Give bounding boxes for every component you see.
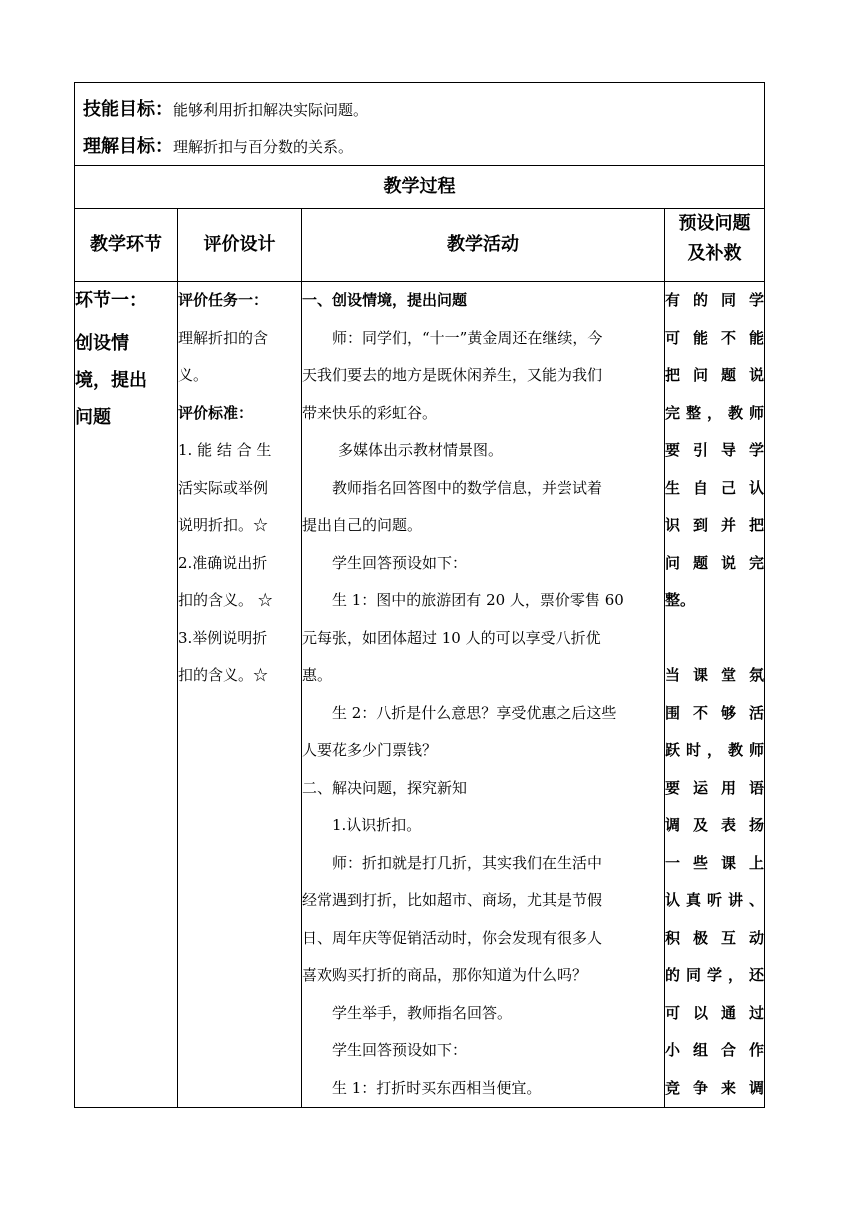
activity-line: 带来快乐的彩虹谷。	[302, 403, 438, 422]
remedy-spacer	[665, 620, 764, 658]
header-row	[75, 209, 765, 282]
section-title: 教学过程	[75, 166, 765, 209]
remedy-line: 小组合作	[665, 1041, 765, 1059]
skill-goal-label: 技能目标：	[83, 99, 173, 120]
eval-task-line1: 理解折扣的含	[178, 328, 269, 347]
activity-line: 学生回答预设如下：	[332, 1041, 468, 1059]
activity-line: 学生举手，教师指名回答。	[332, 1003, 513, 1022]
eval-criterion-1-line2: 活实际或举例	[178, 478, 269, 497]
header-remedy-line1: 预设问题	[678, 213, 751, 234]
stage-label: 环节一：	[75, 290, 147, 311]
activity-line: 教师指名回答图中的数学信息，并尝试着	[332, 478, 603, 497]
eval-cell	[178, 282, 302, 1108]
skill-goal-text: 能够利用折扣解决实际问题。	[173, 101, 369, 119]
remedy-line: 的同学，还	[665, 966, 765, 984]
remedy-line: 竞争来调	[665, 1078, 765, 1097]
activity-line: 喜欢购买打折的商品，那你知道为什么吗？	[302, 966, 588, 984]
understanding-goal	[83, 128, 756, 165]
activity-line: 人要花多少门票钱？	[302, 741, 438, 759]
stage-one-row	[75, 282, 765, 1108]
eval-criterion-3-line2: 扣的含义。☆	[178, 666, 269, 684]
remedy-line: 调及表扬	[665, 816, 765, 834]
activity-line: 师：同学们，“十一”黄金周还在继续，今	[332, 328, 603, 347]
eval-criteria-title: 评价标准：	[178, 403, 254, 422]
header-activity: 教学活动	[302, 209, 665, 282]
activity-subheading: 1.认识折扣。	[332, 816, 422, 834]
eval-task-title: 评价任务一：	[178, 291, 269, 309]
remedy-line: 当课堂氛	[665, 666, 765, 684]
skill-goal	[83, 91, 756, 128]
remedy-line: 积极互动	[665, 928, 765, 947]
remedy-line: 生自己认	[665, 478, 765, 497]
activity-cell	[302, 282, 665, 1108]
eval-criterion-3-line1: 3.举例说明折	[178, 628, 268, 647]
eval-task-line2: 义。	[178, 366, 209, 384]
activity-heading-2: 二、解决问题，探究新知	[302, 778, 468, 797]
eval-criterion-2-line2: 扣的含义。 ☆	[178, 591, 273, 609]
eval-criterion-1-line1: 1. 能 结 合 生	[178, 441, 272, 459]
remedy-line: 一些课上	[665, 853, 765, 872]
understanding-goal-label: 理解目标：	[83, 136, 173, 157]
header-remedy-line2: 及补救	[687, 243, 742, 264]
activity-line: 元每张，如团体超过 10 人的可以享受八折优	[302, 628, 601, 647]
activity-line: 生 1：图中的旅游团有 20 人，票价零售 60	[332, 591, 624, 609]
goals-row	[75, 83, 765, 166]
eval-criterion-2-line1: 2.准确说出折	[178, 553, 268, 572]
eval-criterion-1-line3: 说明折扣。☆	[178, 516, 269, 534]
remedy-line: 认真听讲、	[665, 891, 765, 909]
stage-name-line1: 创设情	[75, 333, 129, 354]
stage-name-line3: 问题	[75, 407, 111, 428]
remedy-line: 要引导学	[665, 441, 765, 459]
goals-cell	[75, 83, 765, 166]
activity-line: 天我们要去的地方是既休闲养生，又能为我们	[302, 366, 603, 384]
remedy-line: 有的同学	[665, 291, 765, 309]
activity-line: 日、周年庆等促销活动时，你会发现有很多人	[302, 928, 603, 947]
remedy-line: 识到并把	[665, 516, 765, 534]
activity-heading-1: 一、创设情境，提出问题	[302, 291, 468, 309]
activity-line: 师：折扣就是打几折，其实我们在生活中	[332, 853, 603, 872]
activity-line: 生 2：八折是什么意思？享受优惠之后这些	[332, 703, 617, 722]
activity-line: 提出自己的问题。	[302, 516, 423, 534]
activity-line: 经常遇到打折，比如超市、商场，尤其是节假	[302, 891, 603, 909]
stage-cell	[75, 282, 178, 1108]
remedy-line: 把问题说	[665, 366, 765, 384]
header-eval: 评价设计	[178, 209, 302, 282]
stage-name-line2: 境，提出	[75, 370, 147, 391]
remedy-line: 围不够活	[665, 703, 765, 722]
remedy-line: 完整，教师	[665, 403, 765, 422]
remedy-cell	[665, 282, 765, 1108]
remedy-line: 跃时，教师	[665, 741, 765, 759]
remedy-line: 问题说完	[665, 553, 765, 572]
activity-line: 生 1：打折时买东西相当便宜。	[332, 1078, 542, 1097]
activity-line: 惠。	[302, 666, 333, 684]
section-title-row	[75, 166, 765, 209]
remedy-line: 可以通过	[665, 1003, 765, 1022]
remedy-line: 可能不能	[665, 328, 765, 347]
understanding-goal-text: 理解折扣与百分数的关系。	[173, 138, 354, 156]
activity-line: 学生回答预设如下：	[332, 553, 468, 572]
lesson-plan-table	[74, 82, 765, 1108]
header-remedy	[665, 209, 765, 282]
remedy-line: 要运用语	[665, 778, 765, 797]
remedy-line: 整。	[665, 591, 696, 609]
activity-line: 多媒体出示教材情景图。	[338, 441, 504, 459]
header-stage: 教学环节	[75, 209, 178, 282]
